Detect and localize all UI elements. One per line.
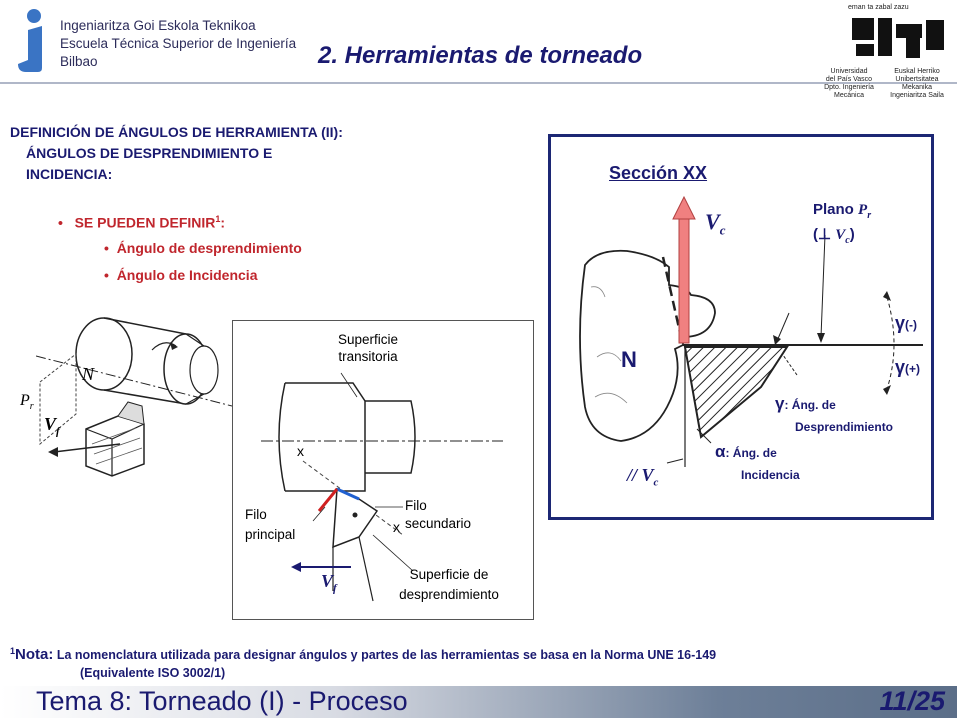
- main-bullet-footnote: 1: [215, 214, 221, 224]
- page-number: 11/25: [879, 686, 945, 716]
- upv-tree-logo-icon: [848, 14, 948, 60]
- bullet-dot-icon: •: [58, 214, 75, 231]
- page-title: 2. Herramientas de torneado: [318, 42, 643, 69]
- tool-top-view-figure: [232, 320, 534, 620]
- upv-right-line-4: Ingeniaritza Saila: [890, 92, 944, 99]
- x-bottom-label: x: [393, 519, 400, 535]
- fig-left-pr-label: $P_r$: [20, 392, 34, 413]
- school-logo-icon: [12, 8, 52, 74]
- filo-secundario-label: Filo secundario: [405, 498, 472, 531]
- upv-right-line-2: Unibertsitatea: [895, 76, 939, 83]
- fig-left-vf-label: $V_f$: [44, 414, 60, 438]
- perpendicular-vc-label: (⊥ $V_c$): [813, 226, 855, 246]
- gamma-negative-label: γ(-): [895, 313, 918, 333]
- sub-bullet-2-text: Ángulo de Incidencia: [116, 267, 258, 283]
- school-name-line-3: Bilbao: [60, 54, 98, 69]
- sub-bullet-dot-icon: •: [104, 267, 117, 283]
- footer-topic: Tema 8: Torneado (I) - Proceso: [36, 686, 408, 716]
- school-name-line-2: Escuela Técnica Superior de Ingeniería: [60, 36, 297, 51]
- section-xx-title: Sección XX: [609, 163, 708, 183]
- sub-bullet-dot-icon: •: [104, 240, 117, 256]
- school-name-line-1: Ingeniaritza Goi Eskola Teknikoa: [60, 18, 256, 33]
- vc-label: $V_c$: [705, 209, 726, 238]
- upv-left-line-4: Mecánica: [834, 92, 864, 99]
- footnote-text-1: La nomenclatura utilizada para designar ángulos y partes de las herramientas se basa en la Norma UNE 16-149: [56, 648, 717, 663]
- upv-right-line-3: Mekanika: [902, 84, 932, 91]
- footnote-label: Nota:: [15, 646, 54, 664]
- section-heading-line-2: ÁNGULOS DE DESPRENDIMIENTO E: [26, 145, 273, 161]
- section-xx-figure: [548, 134, 934, 520]
- upv-right-line-1: Euskal Herriko: [894, 68, 940, 75]
- fig-mid-vf-label: $V_f$: [321, 571, 337, 595]
- main-bullet: [58, 214, 225, 231]
- gamma-positive-label: γ(+): [895, 357, 921, 377]
- upv-left-line-1: Universidad: [830, 68, 868, 75]
- sub-bullet-1-text: Ángulo de desprendimiento: [116, 240, 302, 256]
- sub-bullet-1: [104, 240, 302, 256]
- superficie-transitoria-label: Superficie transitoria: [337, 332, 399, 364]
- upv-motto: eman ta zabal zazu: [848, 4, 909, 11]
- footnote-text-2: (Equivalente ISO 3002/1): [80, 666, 226, 680]
- footnote: [10, 646, 716, 663]
- main-bullet-text: SE PUEDEN DEFINIR: [74, 214, 216, 231]
- x-top-label: x: [297, 443, 304, 459]
- upv-left-line-2: del País Vasco: [825, 76, 873, 83]
- section-heading-line-3: INCIDENCIA:: [26, 166, 113, 182]
- footnote-number: 1: [10, 646, 16, 656]
- main-bullet-colon: :: [220, 214, 226, 231]
- section-heading-line-1: DEFINICIÓN DE ÁNGULOS DE HERRAMIENTA (II):: [10, 124, 343, 140]
- lathe-3d-figure: [36, 294, 232, 484]
- filo-principal-label: Filo principal: [245, 507, 296, 542]
- superficie-desprendimiento-label: Superficie de desprendimiento: [399, 567, 499, 602]
- alpha-description: α: Áng. de Incidencia: [715, 442, 800, 482]
- upv-left-line-3: Dpto. Ingeniería: [824, 84, 874, 91]
- normal-n-label: N: [621, 347, 637, 372]
- plano-pr-label: Plano $P_r$: [813, 201, 872, 221]
- gamma-description: γ: Áng. de Desprendimiento: [775, 394, 894, 434]
- sub-bullet-2: [104, 267, 257, 283]
- fig-left-n-label: N: [82, 364, 95, 384]
- parallel-vc-label: // $V_c$: [627, 465, 659, 489]
